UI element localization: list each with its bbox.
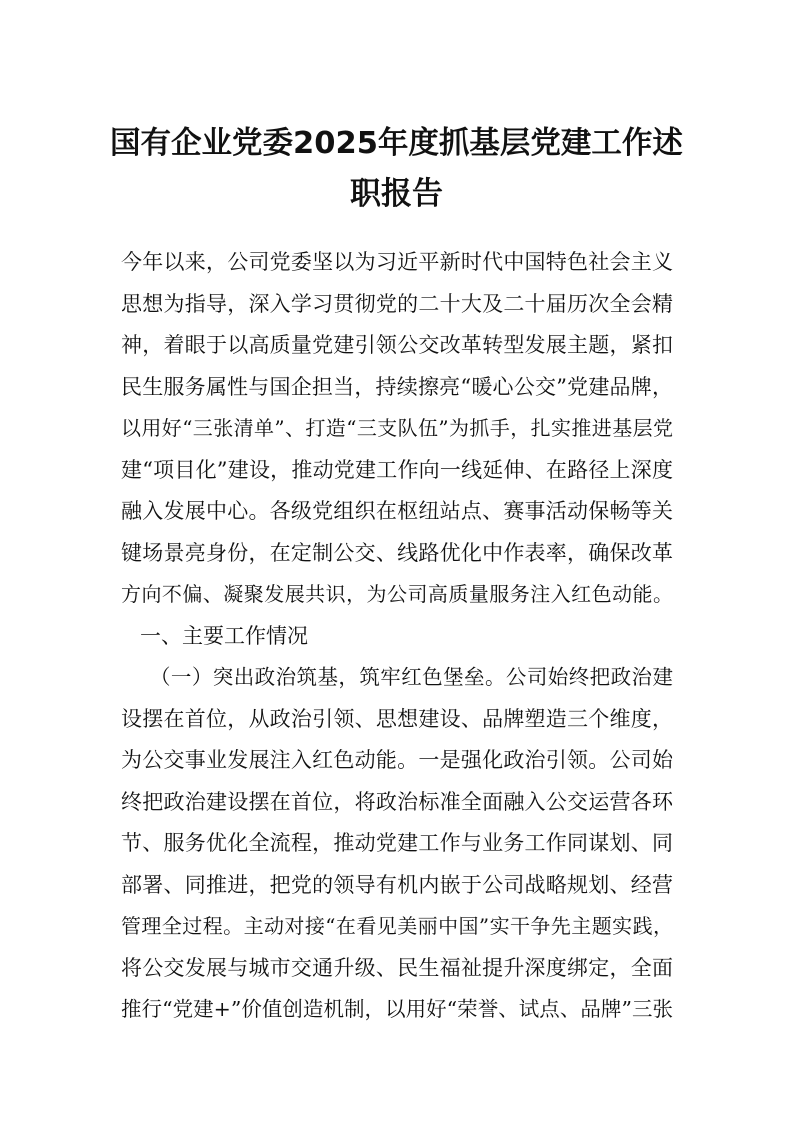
intro-line: 键场景亮身份，在定制公交、线路优化中作表率，确保改革 — [121, 541, 673, 565]
section-heading: 一、主要工作情况 — [140, 624, 308, 648]
document-title-line-2: 职报告 — [350, 176, 443, 212]
intro-line: 思想为指导，深入学习贯彻党的二十大及二十届历次全会精 — [121, 292, 673, 316]
subsection-line: （一）突出政治筑基，筑牢红色堡垒。公司始终把政治建 — [150, 665, 673, 689]
intro-line: 方向不偏、凝聚发展共识，为公司高质量服务注入红色动能。 — [121, 582, 673, 606]
subsection-line: 节、服务优化全流程，推动党建工作与业务工作同谋划、同 — [121, 831, 673, 855]
subsection-line: 部署、同推进，把党的领导有机内嵌于公司战略规划、经营 — [121, 873, 673, 897]
subsection-line: 推行“党建+”价值创造机制，以用好“荣誉、试点、品牌”三张 — [121, 997, 673, 1021]
document-title-line-1: 国有企业党委2025年度抓基层党建工作述 — [110, 126, 683, 161]
subsection-line: 为公交事业发展注入红色动能。一是强化政治引领。公司始 — [121, 748, 673, 772]
subsection-line: 设摆在首位，从政治引领、思想建设、品牌塑造三个维度， — [121, 707, 673, 731]
intro-line: 以用好“三张清单”、打造“三支队伍”为抓手，扎实推进基层党 — [121, 416, 673, 440]
intro-line: 融入发展中心。各级党组织在枢纽站点、赛事活动保畅等关 — [121, 499, 673, 523]
intro-line: 民生服务属性与国企担当，持续擦亮“暖心公交”党建品牌， — [121, 375, 673, 399]
intro-line: 建“项目化”建设，推动党建工作向一线延伸、在路径上深度 — [121, 458, 673, 482]
subsection-line: 管理全过程。主动对接“在看见美丽中国”实干争先主题实践， — [121, 914, 673, 938]
intro-line: 神，着眼于以高质量党建引领公交改革转型发展主题，紧扣 — [121, 333, 673, 357]
intro-line: 今年以来，公司党委坚以为习近平新时代中国特色社会主义 — [121, 250, 673, 274]
subsection-line: 终把政治建设摆在首位，将政治标准全面融入公交运营各环 — [121, 790, 673, 814]
subsection-line: 将公交发展与城市交通升级、民生福祉提升深度绑定，全面 — [121, 956, 673, 980]
